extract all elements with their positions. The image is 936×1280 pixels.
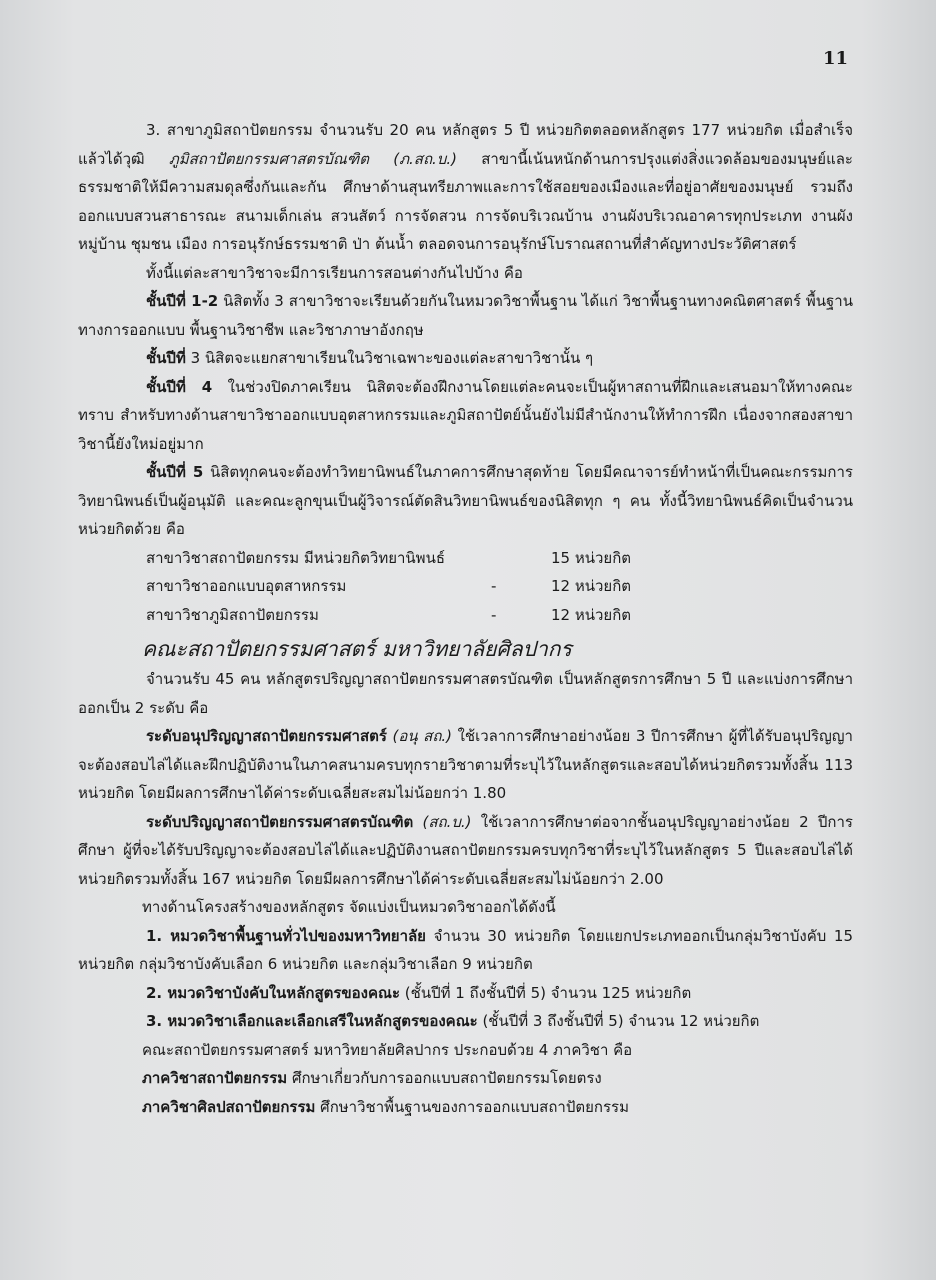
year-label: ชั้นปีที่ <box>146 349 186 367</box>
year-text: ในช่วงปิดภาคเรียน นิสิตจะต้องฝึกงานโดยแต่ละคนจะเป็นผู้หาสถานที่ฝึกและเสนอมาให้ทางคณะทราบ สำหรับทางด้านสาขาวิชาออกแบบอุตสาหกรรมและภูมิสถาปัตย์นั้นยังไม่มีสำนักงานให้ทำการฝึก เนื่องจากสองสาขาวิชานี้ยังใหม่อยู่มาก <box>78 377 853 453</box>
year-paragraph <box>78 344 853 373</box>
year-label: ชั้นปีที่ 4 <box>146 377 213 396</box>
paragraph-landscape-architecture <box>78 116 853 259</box>
thesis-credit-row <box>78 572 853 601</box>
degree-name: ภูมิสถาปัตยกรรมศาสตรบัณฑิต (ภ.สถ.บ.) <box>168 149 457 168</box>
group-lead: 2. หมวดวิชาบังคับในหลักสูตรของคณะ <box>146 983 401 1002</box>
level-text: ใช้เวลาการศึกษาอย่างน้อย 3 ปีการศึกษา ผู้ที่ได้รับอนุปริญญาจะต้องสอบไล่ได้และฝึกปฏิบัติงานในภาคสนามครบทุกรายวิชาตามที่ระบุไว้ในหลักสูตรและสอบได้หน่วยกิตรวมทั้งสิ้น 113 หน่วยกิต โดยมีผลการศึกษาได้ค่าระดับเฉลี่ยสะสมไม่น้อยกว่า 1.80 <box>78 727 853 802</box>
department-line <box>78 1093 853 1122</box>
department-text: ศึกษาเกี่ยวกับการออกแบบสถาปัตยกรรมโดยตรง <box>287 1069 602 1087</box>
faculty-line: คณะสถาปัตยกรรมศาสตร์ มหาวิทยาลัยศิลปากร ประกอบด้วย 4 ภาควิชา คือ <box>142 1040 633 1059</box>
credit-branch: สาขาวิชาภูมิสถาปัตยกรรม <box>146 605 319 624</box>
page-content <box>78 116 853 1121</box>
paragraph-text: สาขานี้เน้นหนักด้านการปรุงแต่งสิ่งแวดล้อมของมนุษย์และธรรมชาติให้มีความสมดุลซึ่งกันและกัน ศึกษาด้านสุนทรียภาพและการใช้สอยของเมืองและที่อยู่อาศัยของมนุษย์ รวมถึงออกแบบสวนสาธารณะ สนามเด็กเล่น สวนสัตว์ การจัดสวน การจัดบริเวณบ้าน งานผังบริเวณอาคารทุกประเภท งานผังหมู่บ้าน ชุมชน เมือง การอนุรักษ์ธรรมชาติ ป่า ต้นน้ำ ตลอดจนการอนุรักษ์โบราณสถานที่สำคัญทางประวัติศาสตร์ <box>78 149 853 253</box>
group-text: (ชั้นปีที่ 1 ถึงชั้นปีที่ 5) จำนวน 125 หน่วยกิต <box>400 983 692 1002</box>
group-lead: 3. หมวดวิชาเลือกและเลือกเสรีในหลักสูตรของคณะ <box>146 1012 478 1030</box>
level-lead: ระดับปริญญาสถาปัตยกรรมศาสตรบัณฑิต <box>146 812 414 831</box>
level-paragraph <box>78 722 853 808</box>
section-lead: 3. สาขาภูมิสถาปัตยกรรม <box>146 121 313 139</box>
year-text: นิสิตทั้ง 3 สาขาวิชาจะเรียนด้วยกันในหมวดวิชาพื้นฐาน ได้แก่ วิชาพื้นฐานทางคณิตศาสตร์ พื้นฐานทางการออกแบบ พื้นฐานวิชาชีพ และวิชาภาษาอังกฤษ <box>78 292 853 339</box>
group-text: จำนวน 30 หน่วยกิต โดยแยกประเภทออกเป็นกลุ่มวิชาบังคับ 15 หน่วยกิต กลุ่มวิชาบังคับเลือก 6 หน่วยกิต และกลุ่มวิชาเลือก 9 หน่วยกิต <box>78 926 853 973</box>
level-paragraph <box>78 808 853 894</box>
level-text: ใช้เวลาการศึกษาต่อจากชั้นอนุปริญญาอย่างน้อย 2 ปีการศึกษา ผู้ที่จะได้รับปริญญาจะต้องสอบไล่ได้และปฏิบัติงานสถาปัตยกรรมครบทุกวิชาที่ระบุไว้ในหลักสูตร 5 ปีและสอบไล่ได้หน่วยกิตรวมทั้งสิ้น 167 หน่วยกิต โดยมีผลการศึกษาได้ค่าระดับเฉลี่ยสะสมไม่น้อยกว่า 2.00 <box>78 812 853 888</box>
department-lead: ภาควิชาสถาปัตยกรรม <box>142 1069 288 1087</box>
credit-dash: - <box>491 577 497 595</box>
thesis-credit-row <box>78 544 853 573</box>
thesis-credit-row <box>78 601 853 630</box>
group-paragraph <box>78 1007 853 1036</box>
section-heading: คณะสถาปัตยกรรมศาสตร์ มหาวิทยาลัยศิลปากร <box>142 637 572 661</box>
paragraph-text: จำนวนรับ 20 คน หลักสูตร 5 ปี หน่วยกิตตลอดหลักสูตร 177 หน่วยกิต เมื่อสำเร็จแล้วได้วุฒิ <box>78 121 853 168</box>
paragraph-silpakorn-intro: จำนวนรับ 45 คน หลักสูตรปริญญาสถาปัตยกรรมศาสตรบัณฑิต เป็นหลักสูตรการศึกษา 5 ปี และแบ่งการศึกษาออกเป็น 2 ระดับ คือ <box>78 670 853 717</box>
level-lead: ระดับอนุปริญญาสถาปัตยกรรมศาสตร์ <box>146 727 387 745</box>
credit-dash <box>491 544 551 573</box>
credit-dash: - <box>491 605 497 624</box>
year-text: นิสิตทุกคนจะต้องทำวิทยานิพนธ์ในภาคการศึกษาสุดท้าย โดยมีคณาจารย์ทำหน้าที่เป็นคณะกรรมการวิทยานิพนธ์เป็นผู้อนุมัติ และคณะลูกขุนเป็นผู้วิจารณ์ตัดสินวิทยานิพนธ์ของนิสิตทุก ๆ คน ทั้งนี้วิทยานิพนธ์คิดเป็นจำนวนหน่วยกิตด้วย คือ <box>78 463 853 538</box>
department-line <box>78 1064 853 1093</box>
year-label: ชั้นปีที่ 1-2 <box>146 292 219 310</box>
group-text: (ชั้นปีที่ 3 ถึงชั้นปีที่ 5) จำนวน 12 หน่วยกิต <box>477 1012 760 1030</box>
year-paragraph <box>78 458 853 544</box>
paragraph-intro: ทั้งนี้แต่ละสาขาวิชาจะมีการเรียนการสอนต่างกันไปบ้าง คือ <box>146 263 523 282</box>
year-label: ชั้นปีที่ 5 <box>146 463 204 481</box>
page-number: 11 <box>822 48 848 69</box>
level-abbr: (สถ.บ.) <box>413 812 472 831</box>
group-lead: 1. หมวดวิชาพื้นฐานทั่วไปของมหาวิทยาลัย <box>146 926 426 945</box>
group-paragraph <box>78 979 853 1008</box>
group-paragraph <box>78 922 853 979</box>
department-lead: ภาควิชาศิลปสถาปัตยกรรม <box>142 1097 316 1116</box>
level-abbr: (อนุ สถ.) <box>386 727 453 745</box>
credit-branch: สาขาวิชาออกแบบอุตสาหกรรม <box>146 577 347 595</box>
department-text: ศึกษาวิชาพื้นฐานของการออกแบบสถาปัตยกรรม <box>315 1097 629 1116</box>
credit-branch: สาขาวิชาสถาปัตยกรรม มีหน่วยกิตวิทยานิพนธ์ <box>146 548 445 567</box>
year-text: 3 นิสิตจะแยกสาขาเรียนในวิชาเฉพาะของแต่ละสาขาวิชานั้น ๆ <box>185 349 594 367</box>
credit-value: 12 หน่วยกิต <box>551 577 632 595</box>
year-paragraph <box>78 373 853 459</box>
structure-intro: ทางด้านโครงสร้างของหลักสูตร จัดแบ่งเป็นหมวดวิชาออกได้ดังนี้ <box>142 898 556 916</box>
year-paragraph <box>78 287 853 344</box>
credit-value: 15 หน่วยกิต <box>551 548 632 567</box>
credit-value: 12 หน่วยกิต <box>551 605 632 624</box>
